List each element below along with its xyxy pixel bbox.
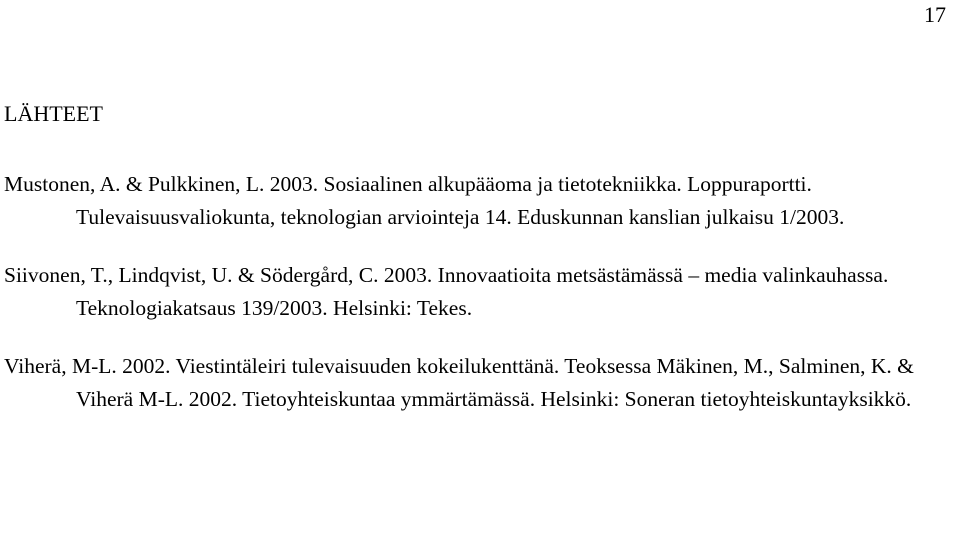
page-number: 17 bbox=[924, 2, 946, 27]
reference-item-siivonen: Siivonen, T., Lindqvist, U. & Södergård, C. 2003. Innovaatioita metsästämässä – media valinkauhassa. Teknologiakatsaus 139/2003. Helsinki: Tekes. bbox=[4, 263, 889, 320]
reference-item-mustonen: Mustonen, A. & Pulkkinen, L. 2003. Sosiaalinen alkupääoma ja tietotekniikka. Loppuraportti. Tulevaisuusvaliokunta, teknologian arviointeja 14. Eduskunnan kanslian julkaisu 1/2003. bbox=[4, 172, 845, 229]
section-heading: LÄHTEET bbox=[4, 101, 103, 126]
reference-item-vihera: Viherä, M-L. 2002. Viestintäleiri tulevaisuuden kokeilukenttänä. Teoksessa Mäkinen, M., Salminen, K. & Viherä M-L. 2002. Tietoyhteiskuntaa ymmärtämässä. Helsinki: Soneran tietoyhteiskuntayksikkö. bbox=[4, 354, 914, 411]
reference-list bbox=[4, 168, 944, 441]
